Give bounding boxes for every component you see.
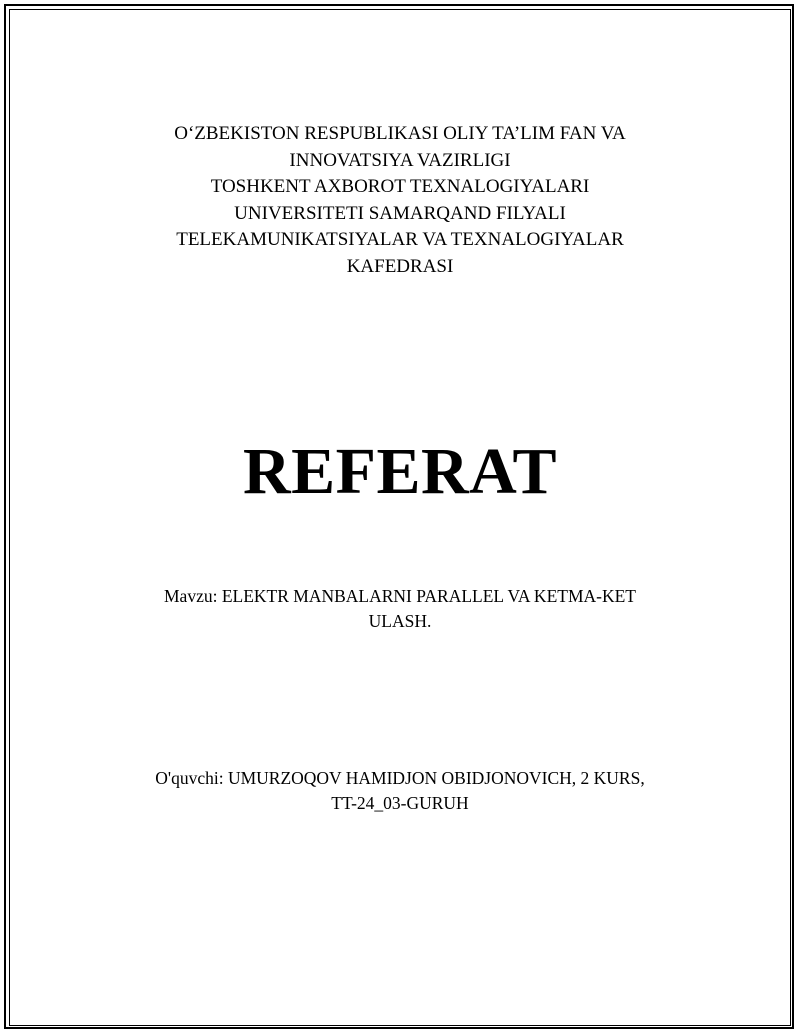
institution-line: TELEKAMUNIKATSIYALAR VA TEXNALOGIYALAR [176, 229, 624, 250]
institution-line: O‘ZBEKISTON RESPUBLIKASI OLIY TA’LIM FAN VA [174, 123, 626, 144]
student-line: TT-24_03-GURUH [331, 793, 469, 813]
institution-header [0, 121, 800, 280]
topic-block [0, 584, 800, 634]
institution-line: INNOVATSIYA VAZIRLIGI [289, 149, 511, 171]
student-block [0, 766, 800, 816]
institution-line: KAFEDRASI [346, 255, 454, 277]
topic-line: ULASH. [368, 611, 432, 631]
student-line: O'quvchi: UMURZOQOV HAMIDJON OBIDJONOVICH, 2 KURS, [155, 768, 645, 788]
document-title: REFERAT [243, 435, 557, 508]
institution-line: TOSHKENT AXBOROT TEXNALOGIYALARI [210, 176, 590, 197]
topic-line: Mavzu: ELEKTR MANBALARNI PARALLEL VA KETMA-KET [164, 586, 636, 606]
institution-line: UNIVERSITETI SAMARQAND FILYALI [234, 202, 566, 224]
